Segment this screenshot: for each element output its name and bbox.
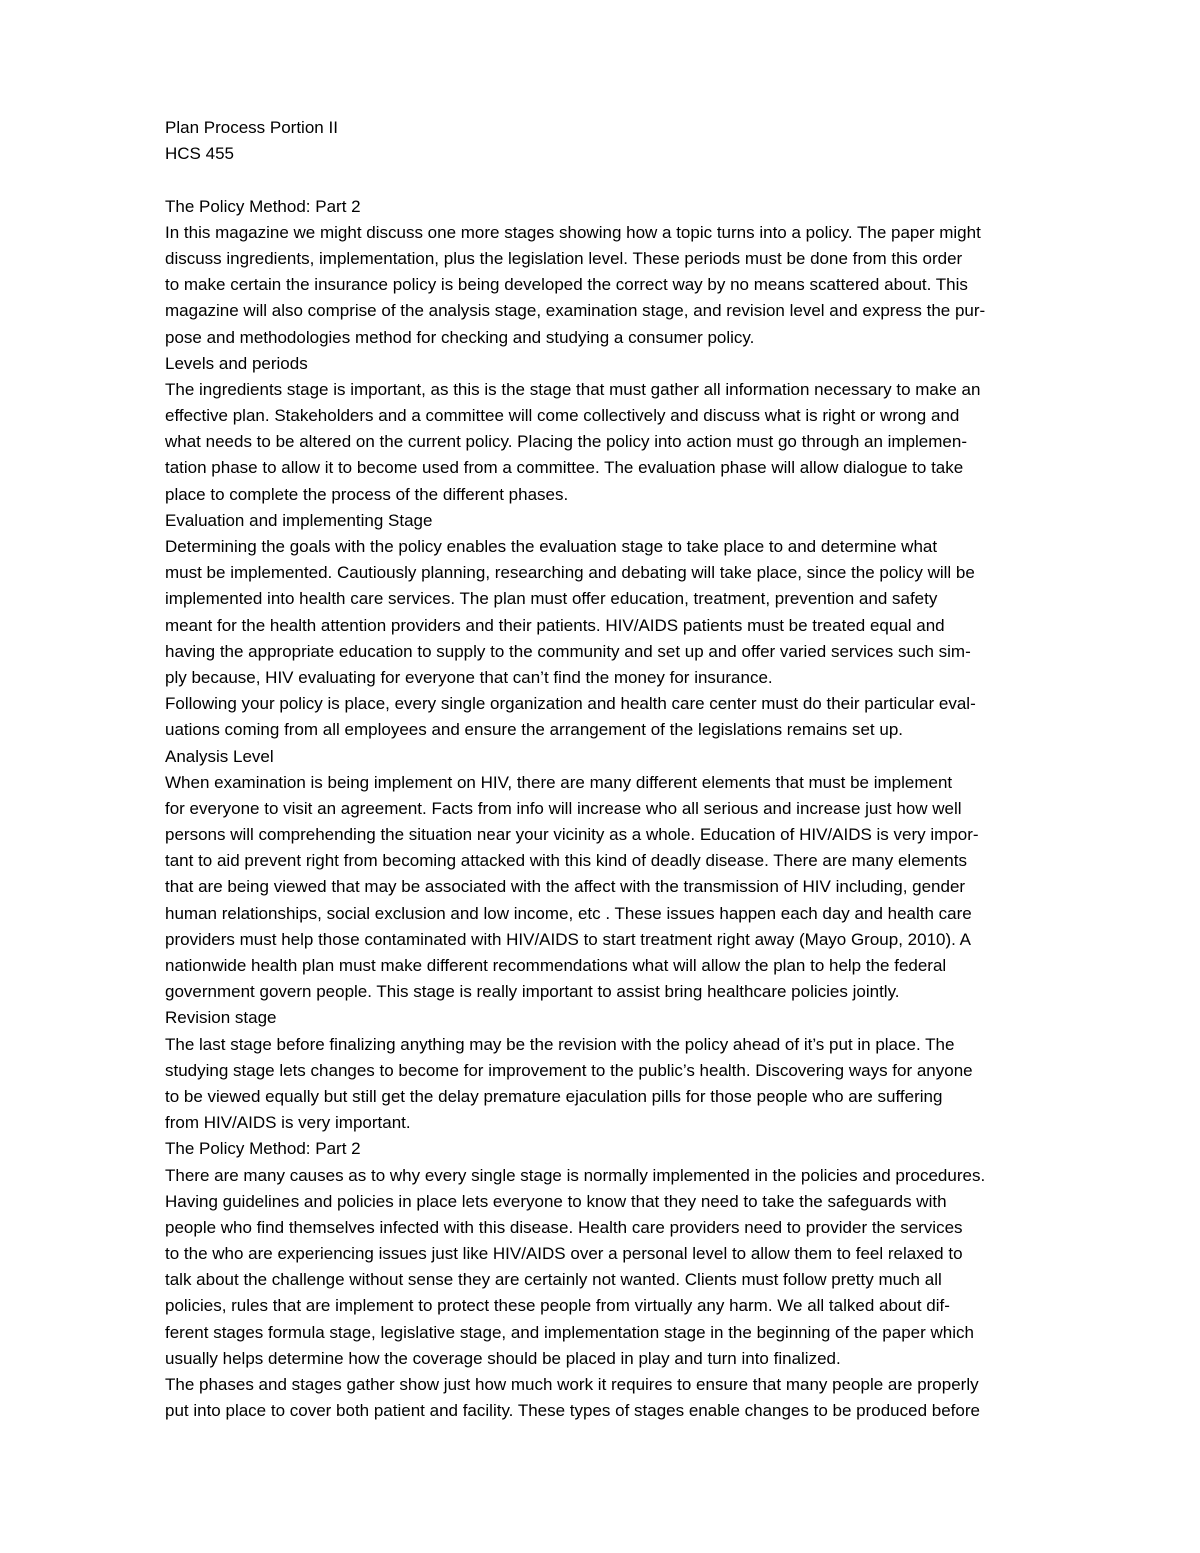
text-line: human relationships, social exclusion and low income, etc . These issues happen each day and health care	[165, 903, 972, 923]
text-line: implemented into health care services. The plan must offer education, treatment, prevention and safety	[165, 589, 938, 609]
text-line: uations coming from all employees and ensure the arrangement of the legislations remains set up.	[165, 720, 904, 740]
text-line: In this magazine we might discuss one more stages showing how a topic turns into a policy. The paper might	[165, 222, 981, 242]
course-code: HCS 455	[165, 144, 234, 164]
text-line: policies, rules that are implement to protect these people from virtually any harm. We all talked about dif-	[165, 1296, 950, 1316]
text-line: studying stage lets changes to become for improvement to the public’s health. Discovering ways for anyone	[165, 1060, 973, 1080]
text-line: to the who are experiencing issues just like HIV/AIDS over a personal level to allow them to feel relaxed to	[165, 1244, 963, 1264]
text-line: for everyone to visit an agreement. Facts from info will increase who all serious and increase just how well	[165, 798, 962, 818]
text-line: must be implemented. Cautiously planning, researching and debating will take place, since the policy will be	[165, 563, 975, 583]
text-line: Evaluation and implementing Stage	[165, 510, 433, 530]
text-line: tant to aid prevent right from becoming attacked with this kind of deadly disease. There are many elements	[165, 851, 967, 871]
text-line: place to complete the process of the different phases.	[165, 484, 569, 504]
text-line: nationwide health plan must make different recommendations what will allow the plan to help the federal	[165, 956, 947, 975]
text-line: The phases and stages gather show just how much work it requires to ensure that many people are properly	[165, 1375, 979, 1394]
text-line: The Policy Method: Part 2	[165, 1139, 361, 1159]
text-line: The last stage before finalizing anything may be the revision with the policy ahead of it’s put in place. The	[165, 1034, 955, 1054]
text-line: Revision stage	[165, 1008, 277, 1028]
document-text	[165, 115, 1110, 1424]
document-title: Plan Process Portion II	[165, 118, 338, 137]
text-line: tation phase to allow it to become used from a committee. The evaluation phase will allow dialogue to take	[165, 458, 964, 478]
text-line: meant for the health attention providers and their patients. HIV/AIDS patients must be treated equal and	[165, 615, 945, 635]
text-line: providers must help those contaminated with HIV/AIDS to start treatment right away (Mayo Group, 2010). A	[165, 929, 971, 949]
text-line: that are being viewed that may be associated with the affect with the transmission of HIV including, gender	[165, 877, 966, 897]
text-line: talk about the challenge without sense they are certainly not wanted. Clients must follow pretty much all	[165, 1270, 942, 1290]
text-line: Analysis Level	[165, 746, 274, 766]
text-line: discuss ingredients, implementation, plus the legislation level. These periods must be done from this order	[165, 248, 963, 268]
text-line: pose and methodologies method for checking and studying a consumer policy.	[165, 327, 755, 347]
text-line: When examination is being implement on HIV, there are many different elements that must be implement	[165, 772, 953, 792]
text-line: The Policy Method: Part 2	[165, 196, 361, 216]
text-line: The ingredients stage is important, as this is the stage that must gather all information necessary to make an	[165, 379, 981, 399]
text-line: Following your policy is place, every single organization and health care center must do their particular eval-	[165, 694, 976, 714]
text-line: ply because, HIV evaluating for everyone that can’t find the money for insurance.	[165, 667, 773, 687]
text-line: Levels and periods	[165, 353, 308, 373]
text-line: people who find themselves infected with this disease. Health care providers need to provider the services	[165, 1217, 963, 1237]
text-line: effective plan. Stakeholders and a committee will come collectively and discuss what is right or wrong and	[165, 406, 960, 426]
text-line: having the appropriate education to supply to the community and set up and offer varied services such sim-	[165, 641, 971, 661]
text-line: persons will comprehending the situation near your vicinity as a whole. Education of HIV/AIDS is very impor-	[165, 825, 979, 845]
text-line: to make certain the insurance policy is being developed the correct way by no means scattered about. This	[165, 275, 968, 295]
text-line: government govern people. This stage is really important to assist bring healthcare policies jointly.	[165, 982, 900, 1002]
text-line: from HIV/AIDS is very important.	[165, 1113, 411, 1133]
text-line: magazine will also comprise of the analysis stage, examination stage, and revision level and express the pur-	[165, 301, 986, 321]
body-text	[165, 194, 1110, 1425]
text-line: what needs to be altered on the current policy. Placing the policy into action must go through an implemen-	[165, 432, 967, 452]
text-line: Determining the goals with the policy enables the evaluation stage to take place to and determine what	[165, 537, 938, 556]
text-line: put into place to cover both patient and facility. These types of stages enable changes to be produced before	[165, 1401, 980, 1421]
text-line: to be viewed equally but still get the delay premature ejaculation pills for those people who are suffering	[165, 1086, 943, 1106]
text-line: ferent stages formula stage, legislative stage, and implementation stage in the beginning of the paper which	[165, 1322, 974, 1342]
blank-line	[165, 167, 1110, 193]
text-line: There are many causes as to why every single stage is normally implemented in the policies and procedures.	[165, 1165, 986, 1185]
text-line: usually helps determine how the coverage should be placed in play and turn into finalized.	[165, 1348, 841, 1368]
text-line: Having guidelines and policies in place lets everyone to know that they need to take the safeguards with	[165, 1191, 947, 1211]
